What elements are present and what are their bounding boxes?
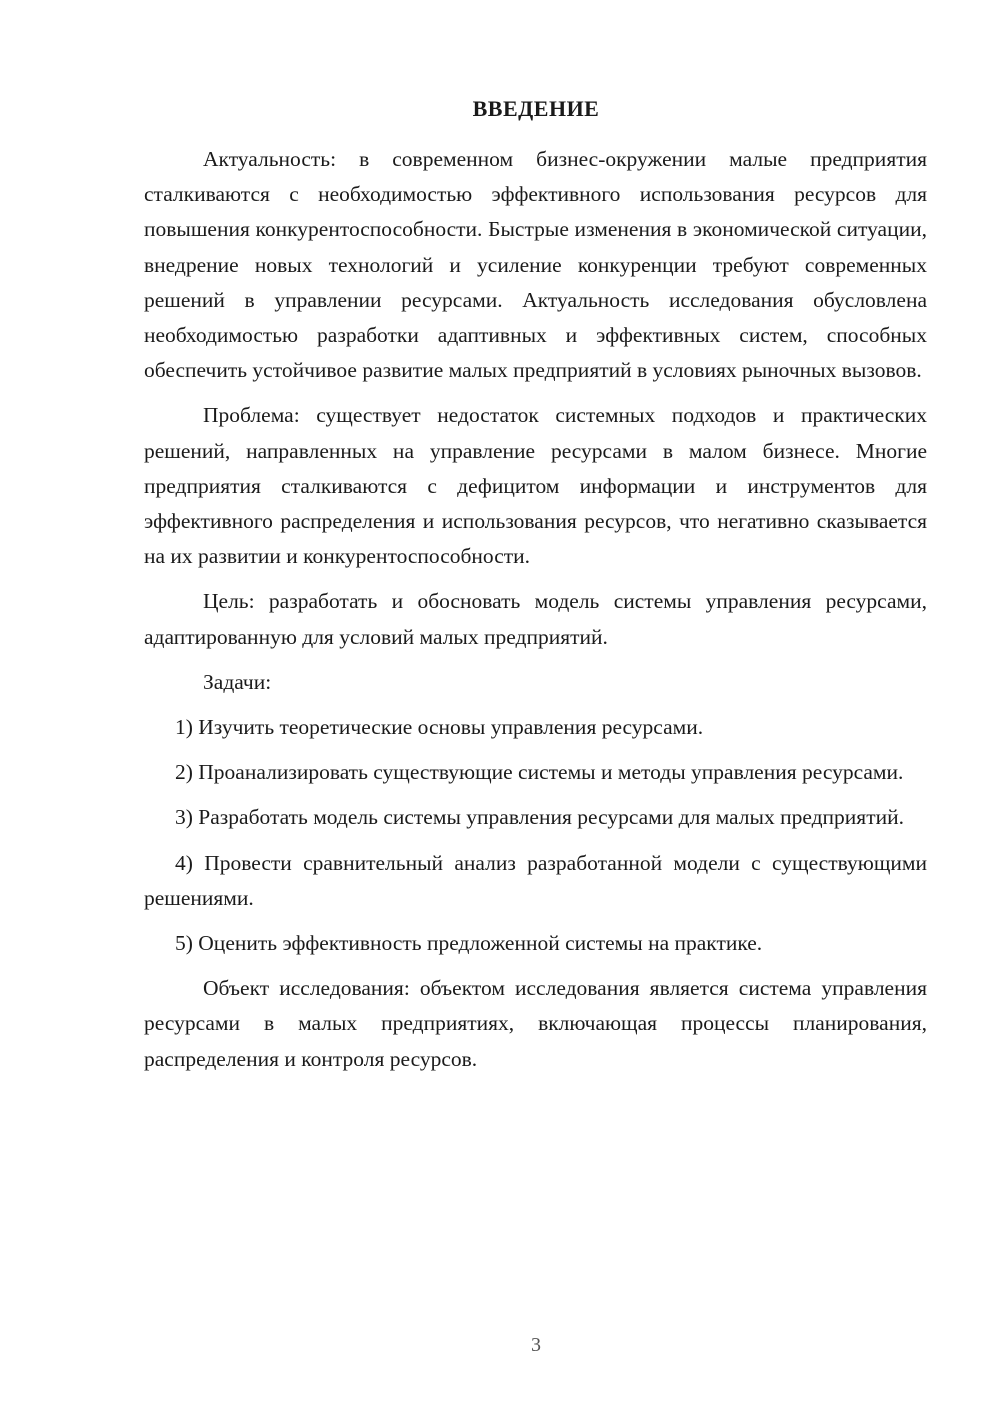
- task-item-4: 4) Провести сравнительный анализ разработанной модели с существующими решениями.: [144, 850, 927, 910]
- goal-paragraph: Цель: разработать и обосновать модель системы управления ресурсами, адаптированную для условий малых предприятий.: [144, 589, 927, 649]
- tasks-heading: Задачи:: [203, 669, 272, 694]
- task-item-5: 5) Оценить эффективность предложенной системы на практике.: [175, 931, 763, 956]
- relevance-paragraph: Актуальность: в современном бизнес-окружении малые предприятия сталкиваются с необходимостью эффективного использования ресурсов для повышения конкурентоспособности. Быстрые изменения в экономической ситуации, внедрение новых технологий и усиление конкуренции требуют современных решений в управлении ресурсами. Актуальность исследования обусловлена необходимостью разработки адаптивных и эффективных систем, способных обеспечить устойчивое развитие малых предприятий в условиях рыночных вызовов.: [144, 147, 927, 383]
- page-number: 3: [531, 1334, 541, 1356]
- section-heading: ВВЕДЕНИЕ: [472, 96, 600, 121]
- task-item-2: 2) Проанализировать существующие системы и методы управления ресурсами.: [175, 760, 904, 785]
- task-item-1: 1) Изучить теоретические основы управления ресурсами.: [175, 715, 704, 740]
- object-paragraph: Объект исследования: объектом исследования является система управления ресурсами в малых предприятиях, включающая процессы планирования, распределения и контроля ресурсов.: [144, 976, 927, 1071]
- body-text: [144, 142, 927, 1077]
- problem-paragraph: Проблема: существует недостаток системных подходов и практических решений, направленных на управление ресурсами в малом бизнесе. Многие предприятия сталкиваются с дефицитом информации и инструментов для эффективного распределения и использования ресурсов, что негативно сказывается на их развитии и конкурентоспособности.: [144, 403, 927, 569]
- task-item-3: 3) Разработать модель системы управления ресурсами для малых предприятий.: [175, 805, 904, 830]
